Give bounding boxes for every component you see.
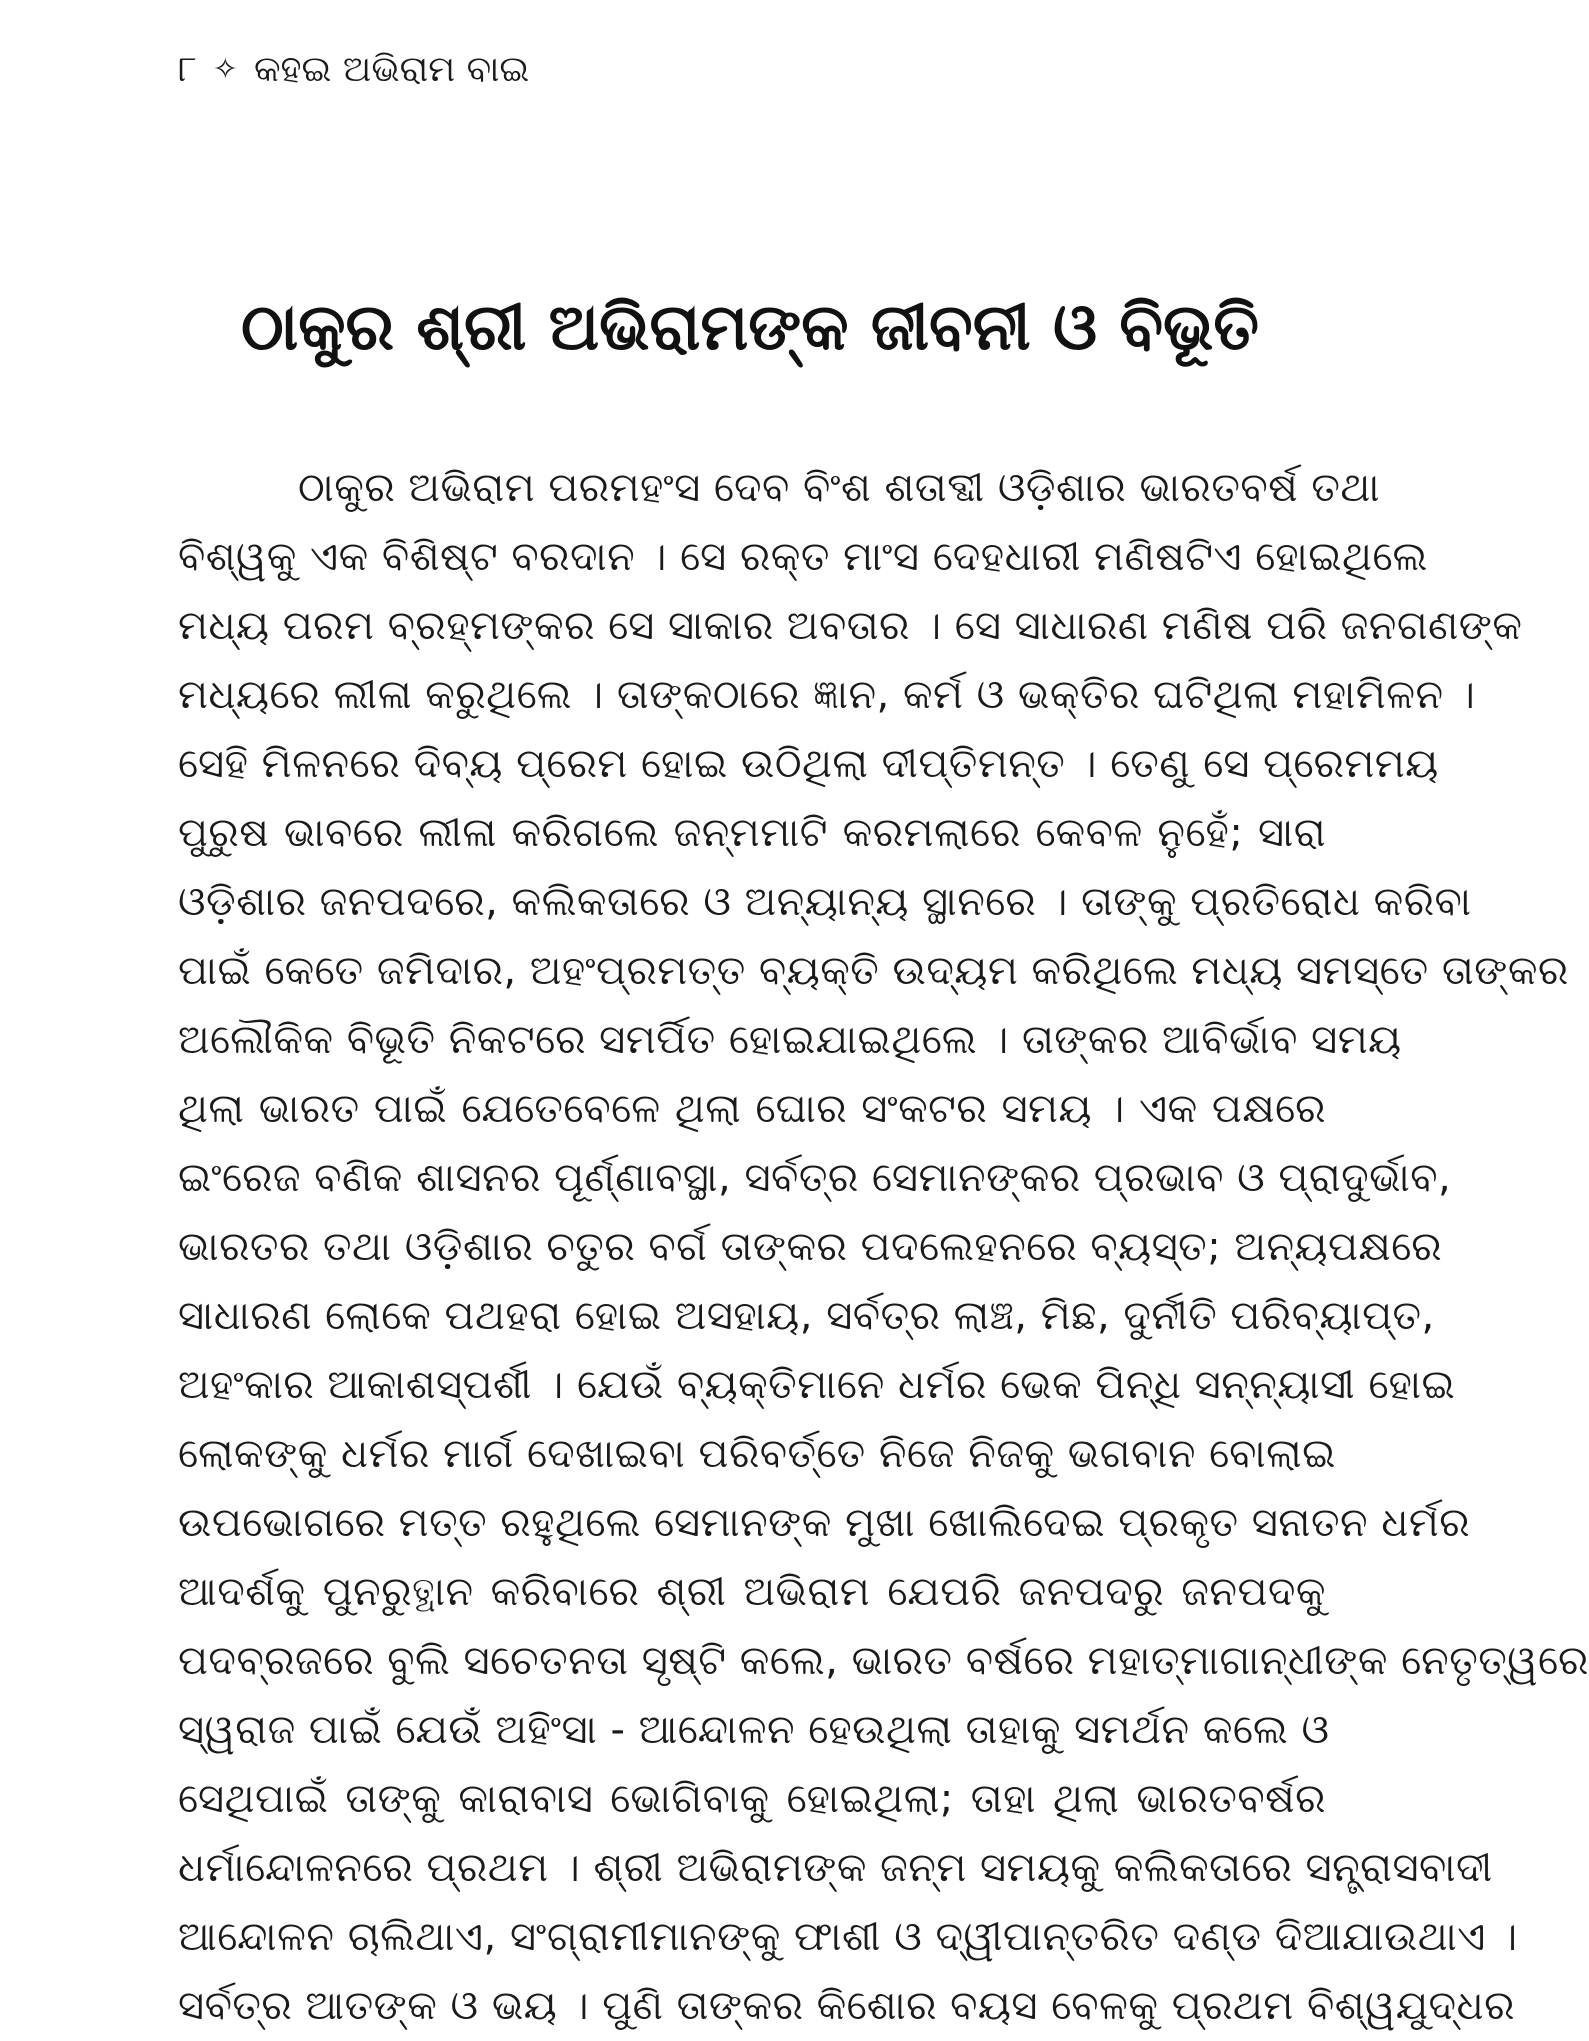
paragraph-line: ମଧ୍ୟ ପରମ ବ୍ରହ୍ମଙ୍କର ସେ ସାକାର ଅବତାର । ସେ ସାଧାରଣ ମଣିଷ ପରି ଜନଗଣଙ୍କ	[178, 603, 1523, 649]
paragraph-line: ଅହଂକାର ଆକାଶସ୍ପର୍ଶୀ । ଯେଉଁ ବ୍ୟକ୍ତିମାନେ ଧର୍ମର ଭେକ ପିନ୍ଧି ସନ୍ନ୍ୟାସୀ ହୋଇ	[178, 1362, 1456, 1408]
paragraph-line: ଓଡ଼ିଶାର ଜନପଦରେ, କଲିକତାରେ ଓ ଅନ୍ୟାନ୍ୟ ସ୍ଥାନରେ । ତାଙ୍କୁ ପ୍ରତିରୋଧ କରିବା	[178, 879, 1472, 925]
paragraph-line: ପୁରୁଷ ଭାବରେ ଲୀଳା କରିଗଲେ ଜନ୍ମମାଟି କରମଲାରେ କେବଳ ନୁହେଁ; ସାରା	[178, 810, 1326, 856]
paragraph-line: ଥିଲା ଭାରତ ପାଇଁ ଯେତେବେଳେ ଥିଲା ଘୋର ସଂକଟର ସମୟ । ଏକ ପକ୍ଷରେ	[178, 1086, 1326, 1132]
paragraph-line: ଲୋକଙ୍କୁ ଧର୍ମର ମାର୍ଗ ଦେଖାଇବା ପରିବର୍ତ୍ତେ ନିଜେ ନିଜକୁ ଭଗବାନ ବୋଲାଇ	[178, 1431, 1336, 1477]
paragraph-line: ସ୍ୱରାଜ ପାଇଁ ଯେଉଁ ଅହିଂସା - ଆନ୍ଦୋଳନ ହେଉଥିଲା ତାହାକୁ ସମର୍ଥନ କଲେ ଓ	[178, 1707, 1330, 1753]
body-paragraph	[178, 454, 1589, 2041]
paragraph-line: ପଦବ୍ରଜରେ ବୁଲି ସଚେତନତା ସୃଷ୍ଟି କଲେ, ଭାରତ ବର୍ଷରେ ମହାତ୍ମାଗାନ୍ଧୀଙ୍କ ନେତୃତ୍ୱରେ	[178, 1638, 1589, 1684]
paragraph-line: ଇଂରେଜ ବଣିକ ଶାସନର ପୂର୍ଣ୍ଣାବସ୍ଥା, ସର୍ବତ୍ର ସେମାନଙ୍କର ପ୍ରଭାବ ଓ ପ୍ରାଦୁର୍ଭାବ,	[178, 1155, 1452, 1201]
paragraph-line: ମଧ୍ୟରେ ଲୀଳା କରୁଥିଲେ । ତାଙ୍କଠାରେ ଜ୍ଞାନ, କର୍ମ ଓ ଭକ୍ତିର ଘଟିଥିଲା ମହାମିଳନ ।	[178, 672, 1476, 718]
paragraph-line: ଠାକୁର ଅଭିରାମ ପରମହଂସ ଦେବ ବିଂଶ ଶତାବ୍ଦୀ ଓଡ଼ିଶାର ଭାରତବର୍ଷ ତଥା	[298, 465, 1380, 511]
paragraph-line: ଆଦର୍ଶକୁ ପୁନରୁତ୍ଥାନ କରିବାରେ ଶ୍ରୀ ଅଭିରାମ ଯେପରି ଜନପଦରୁ ଜନପଦକୁ	[178, 1569, 1326, 1615]
paragraph-line: ଉପଭୋଗରେ ମତ୍ତ ରହୁଥିଲେ ସେମାନଙ୍କ ମୁଖା ଖୋଲିଦେଇ ପ୍ରକୃତ ସନାତନ ଧର୍ମର	[178, 1500, 1471, 1546]
paragraph-line: ସେହି ମିଳନରେ ଦିବ୍ୟ ପ୍ରେମ ହୋଇ ଉଠିଥିଲା ଦୀପ୍ତିମନ୍ତ । ତେଣୁ ସେ ପ୍ରେମମୟ	[178, 741, 1439, 787]
paragraph-line: ପାଇଁ କେତେ ଜମିଦାର, ଅହଂପ୍ରମତ୍ତ ବ୍ୟକ୍ତି ଉଦ୍ୟମ କରିଥିଲେ ମଧ୍ୟ ସମସ୍ତେ ତାଙ୍କର	[178, 948, 1569, 994]
paragraph-line: ବିଶ୍ୱକୁ ଏକ ବିଶିଷ୍ଟ ବରଦାନ । ସେ ରକ୍ତ ମାଂସ ଦେହଧାରୀ ମଣିଷଟିଏ ହୋଇଥିଲେ	[178, 534, 1428, 580]
paragraph-line: ସର୍ବତ୍ର ଆତଙ୍କ ଓ ଭୟ । ପୁଣି ତାଙ୍କର କିଶୋର ବୟସ ବେଳକୁ ପ୍ରଥମ ବିଶ୍ୱଯୁଦ୍ଧର	[178, 1983, 1515, 2029]
chapter-title: ଠାକୁର ଶ୍ରୀ ଅଭିରାମଙ୍କ ଜୀବନୀ ଓ ବିଭୂତି	[240, 291, 1260, 365]
paragraph-line: ସେଥିପାଇଁ ତାଙ୍କୁ କାରାବାସ ଭୋଗିବାକୁ ହୋଇଥିଲା; ତାହା ଥିଲା ଭାରତବର୍ଷର	[178, 1776, 1326, 1822]
paragraph-line: ଅଲୌକିକ ବିଭୂତି ନିକଟରେ ସମର୍ପିତ ହୋଇଯାଇଥିଲେ । ତାଙ୍କର ଆବିର୍ଭାବ ସମୟ	[178, 1017, 1402, 1063]
paragraph-line: ଆନ୍ଦୋଳନ ଚାଲିଥାଏ, ସଂଗ୍ରାମୀମାନଙ୍କୁ ଫାଶୀ ଓ ଦ୍ୱୀପାନ୍ତରିତ ଦଣ୍ଡ ଦିଆଯାଉଥାଏ ।	[178, 1914, 1518, 1960]
paragraph-line: ଭାରତର ତଥା ଓଡ଼ିଶାର ଚତୁର ବର୍ଗ ତାଙ୍କର ପଦଲେହନରେ ବ୍ୟସ୍ତ; ଅନ୍ୟପକ୍ଷରେ	[178, 1224, 1443, 1270]
ornament-star-icon: ✧	[212, 52, 238, 87]
page-number: ୮	[178, 49, 197, 90]
paragraph-line: ଧର୍ମାନ୍ଦୋଳନରେ ପ୍ରଥମ । ଶ୍ରୀ ଅଭିରାମଙ୍କ ଜନ୍ମ ସମୟକୁ କଲିକତାରେ ସନ୍ତ୍ରାସବାଦୀ	[178, 1845, 1493, 1891]
running-header	[178, 44, 529, 96]
book-title: କହଇ ଅଭିରାମ ବାଇ	[253, 49, 530, 90]
paragraph-line: ସାଧାରଣ ଲୋକେ ପଥହରା ହୋଇ ଅସହାୟ, ସର୍ବତ୍ର ଲାଞ୍ଚ, ମିଛ, ଦୁର୍ନୀତି ପରିବ୍ୟାପ୍ତ,	[178, 1293, 1435, 1339]
